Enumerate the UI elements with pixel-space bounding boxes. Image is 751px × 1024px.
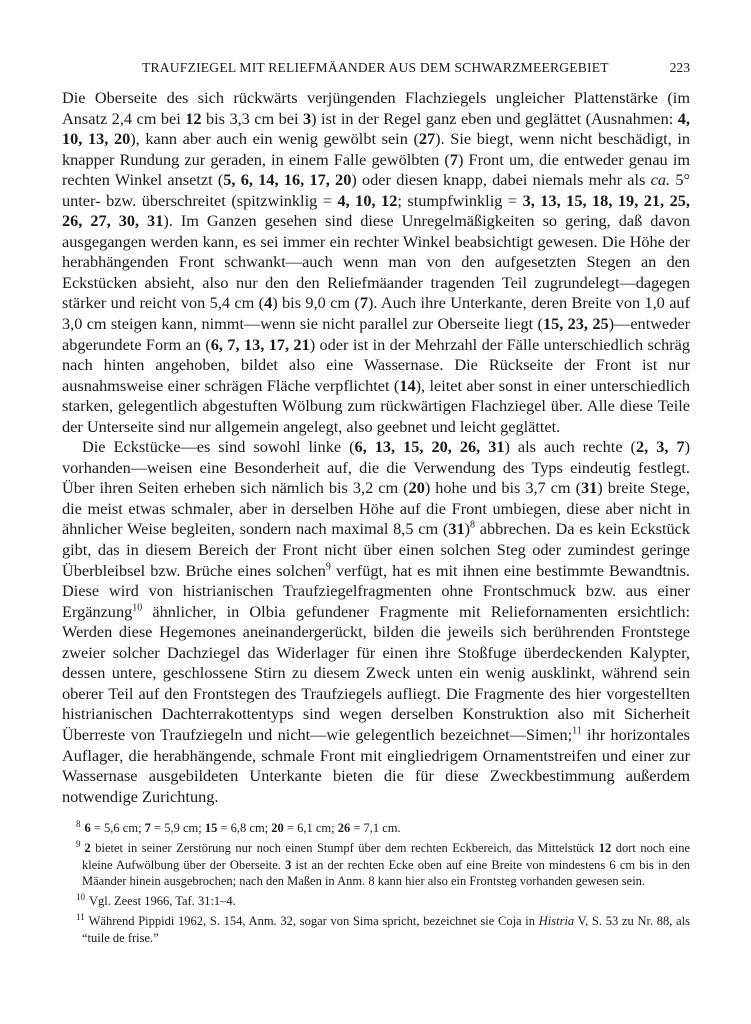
footnote <box>62 840 690 890</box>
text-run: ) Front um, die entweder genau im rechten Winkel ansetzt ( <box>62 149 691 190</box>
catalog-number: 7 <box>359 293 368 313</box>
text-run: bis 3,3 cm bei <box>201 108 304 128</box>
text-run: ). Auch ihre Unterkante, deren Breite von 1,0 auf 3,0 cm steigen kann, nimmt—wenn sie nicht parallel zur Oberseite liegt ( <box>62 293 690 334</box>
paragraph <box>62 88 690 437</box>
running-head <box>62 60 690 80</box>
catalog-number: 7 <box>144 821 151 835</box>
text-run: ) <box>464 519 471 539</box>
catalog-number: 6, 7, 13, 17, 21 <box>210 334 310 354</box>
text-run: ) oder ist in der Mehrzahl der Fälle unterschiedlich schräg nach hinten angehoben, bildet also eine Wassernase. Die Rückseite der Front ist nur ausnahmsweise einer schrägen Fläche verpflichtet ( <box>62 334 691 395</box>
text-run: 5° unter- bzw. überschreitet (spitzwinklig = <box>62 170 690 210</box>
catalog-number: 26 <box>337 821 351 835</box>
text-run: = 6,8 cm; <box>217 821 272 835</box>
text-run: ). Sie biegt, wenn nicht beschädigt, in knapper Rundung zur geraden, in einem Falle gewölbten ( <box>62 129 691 169</box>
text-run: ). Im Ganzen gesehen sind diese Unregelmäßigkeiten so gering, daß davon ausgegangen werden kann, es sei immer ein rechter Winkel beabsichtigt gewesen. Die Höhe der herabhängenden Front schwankt—auch wenn man von den aufgesetzten Stegen an den Eckstücken absieht, also nur den den Reliefmäander tragenden Teil zugrundelegt—dagegen stärker und reicht von 5,4 cm ( <box>62 211 691 313</box>
catalog-number: 31 <box>581 478 598 498</box>
text-run: dort noch eine kleine Aufwölbung über der Oberseite. <box>82 840 690 872</box>
footnote-number: 11 <box>76 911 85 922</box>
catalog-number: 15, 23, 25 <box>542 314 609 334</box>
text-run: ) hohe und bis 3,7 cm ( <box>424 478 581 498</box>
footnote-number: 8 <box>76 818 81 829</box>
text-run: ), kann aber auch ein wenig gewölbt sein ( <box>130 129 419 149</box>
footnote-reference: 9 <box>325 561 331 573</box>
footnote-number: 10 <box>76 892 85 903</box>
footnotes <box>62 820 690 950</box>
catalog-number: 31 <box>448 519 465 539</box>
catalog-number: 12 <box>185 108 202 128</box>
text-run: = 5,9 cm; <box>150 821 205 835</box>
italic-text: ca. <box>650 170 671 190</box>
catalog-number: 6 <box>84 821 91 835</box>
footnote-number: 9 <box>76 838 81 849</box>
text-run: ) ist in der Regel ganz eben und geglättet (Ausnahmen: <box>311 108 678 128</box>
text-run: ist an der rechten Ecke oben auf eine Breite von mindestens 6 cm bis in den Mäander hinein ausgebrochen; nach den Maßen in Anm. 8 kann hier also ein Frontsteg vorhanden gewesen sein. <box>82 857 691 889</box>
running-title: TRAUFZIEGEL MIT RELIEFMÄANDER AUS DEM SCHWARZMEERGEBIET <box>142 60 609 75</box>
text-run: Vgl. Zeest 1966, Taf. 31:1–4. <box>89 894 236 909</box>
footnote-reference: 11 <box>572 725 582 737</box>
text-run: ) vorhanden—weisen eine Besonderheit auf, die die Verwendung des Typs eindeutig festlegt. Über ihren Seiten erheben sich nämlich bis 3,2 cm ( <box>62 437 691 498</box>
text-run: V, S. 53 zu Nr. 88, als “tuile de frise.” <box>82 913 690 945</box>
catalog-number: 7 <box>449 149 458 169</box>
catalog-number: 2, 3, 7 <box>635 437 685 457</box>
text-run: ; stumpfwinklig = <box>397 190 523 210</box>
catalog-number: 15 <box>204 821 218 835</box>
catalog-number: 20 <box>271 821 284 835</box>
catalog-number: 5, 6, 14, 16, 17, 20 <box>223 170 352 190</box>
footnote-reference: 8 <box>470 520 476 532</box>
text-run: ), leitet aber sonst in einer unterschiedlich starken, gelegentlich abgestuften Wölbung zum rückwärtigen Flachziegel über. Alle diese Teile der Unterseite sind nur allgemein angelegt, also geebnet und leicht geglättet. <box>62 375 691 436</box>
text-run: ihr horizontales Auflager, die herabhängende, schmale Front mit eingliedrigem Ornamentstreifen und einer zur Wassernase ausgebildeten Unterkante bieten die für diese Zweckbestimmung außerdem notwendige Zurichtung. <box>62 724 691 806</box>
catalog-number: 4, 10, 12 <box>337 190 398 210</box>
text-run: ) oder diesen knapp, dabei niemals mehr als <box>351 170 651 190</box>
catalog-number: 3, 13, 15, 18, 19, 21, 25, 26, 27, 30, 31 <box>62 190 690 231</box>
catalog-number: 4, 10, 13, 20 <box>62 108 690 149</box>
text-run: ) bis 9,0 cm ( <box>272 293 360 313</box>
text-run: ) breite Stege, die meist etwas schmaler, aber in derselben Höhe auf die Front umbiegen, diese aber nicht in ähnlicher Weise begleiten, sondern nach maximal 8,5 cm ( <box>62 478 691 539</box>
text-run: Die Oberseite des sich rückwärts verjüngenden Flachziegels ungleicher Plattenstärke (im Ansatz 2,4 cm bei <box>62 88 690 128</box>
text-run: = 6,1 cm; <box>283 821 338 835</box>
text-run: = 7,1 cm. <box>350 821 401 835</box>
text-run: )—entweder abgerundete Form an ( <box>62 314 690 354</box>
footnote-reference: 10 <box>132 602 143 614</box>
text-run: ähnlicher, in Olbia gefundener Fragmente mit Reliefornamenten ersichtlich: Werden diese Hegemones aneinandergerückt, bilden die jeweils sich berührenden Frontstege zweier solcher Dachziegel das Widerlager für einen ihre Stoßfuge überdeckenden Kalypter, dessen untere, geschlossene Stirn zu diesem Zweck unten ein wenig ausklinkt, während sein oberer Teil auf den Frontstegen des Traufziegels aufliegt. Die Fragmente des hier vorgestellten histrianischen Dachterrakottentyps sind wegen derselben Konstruktion also mit Sicherheit Überreste von Traufziegeln und nicht—wie gelegentlich bezeichnet—Simen; <box>62 601 690 744</box>
catalog-number: 2 <box>84 840 91 855</box>
text-run: Die Eckstücke—es sind sowohl linke ( <box>82 437 355 457</box>
text-run: bietet in seiner Zerstörung nur noch einen Stumpf über dem rechten Eckbereich, das Mittelstück <box>90 840 599 855</box>
catalog-number: 20 <box>408 478 425 498</box>
catalog-number: 14 <box>399 375 416 395</box>
footnote <box>62 820 690 837</box>
catalog-number: 3 <box>285 857 292 872</box>
catalog-number: 6, 13, 15, 20, 26, 31 <box>354 437 505 457</box>
footnote <box>62 913 690 947</box>
text-run: = 5,6 cm; <box>90 821 145 835</box>
catalog-number: 12 <box>598 840 612 855</box>
catalog-number: 3 <box>303 108 312 128</box>
text-run: Während Pippidi 1962, S. 154, Anm. 32, sogar von Sima spricht, bezeichnet sie Coja in <box>88 913 539 928</box>
body-text <box>62 88 690 807</box>
italic-text: Histria <box>538 913 575 928</box>
text-run: abbrechen. Da es kein Eckstück gibt, das in diesem Bereich der Front nicht über einen solchen Steg oder zumindest geringe Überbleibsel bzw. Brüche eines solchen <box>62 519 690 580</box>
text-run: ) als auch rechte ( <box>504 437 636 457</box>
page-number: 223 <box>669 60 690 75</box>
catalog-number: 27 <box>418 129 436 149</box>
text-run: verfügt, hat es mit ihnen eine bestimmte Bewandtnis. Diese wird von histrianischen Traufziegelfragmenten ohne Frontschmuck bzw. aus einer Ergänzung <box>62 560 691 621</box>
footnote <box>62 893 690 910</box>
catalog-number: 4 <box>264 293 273 313</box>
paragraph <box>62 437 690 807</box>
